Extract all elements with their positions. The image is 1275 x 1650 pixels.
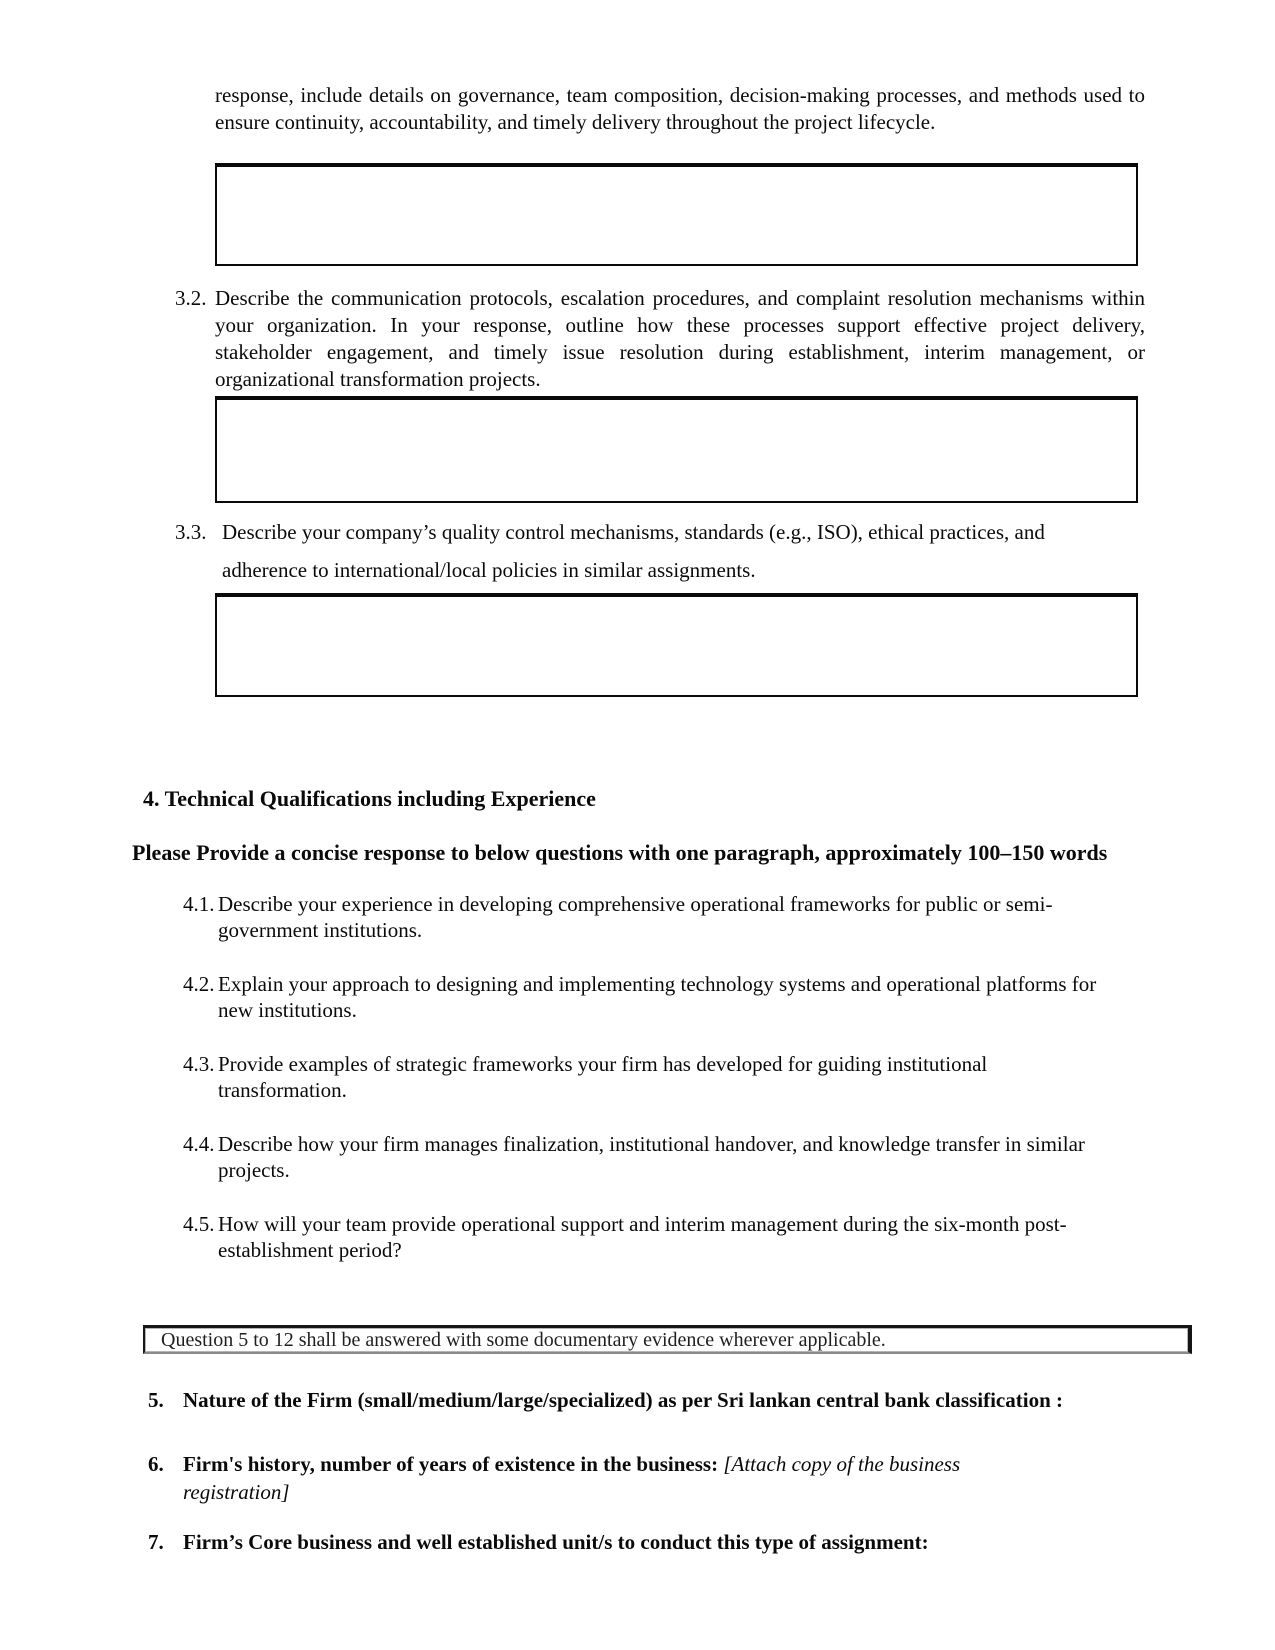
question-7-bold-text: Firm’s Core business and well established unit/s to conduct this type of assignment: — [183, 1530, 929, 1554]
section-4-instruction: Please Provide a concise response to below questions with one paragraph, approximately 100–150 words — [132, 840, 1108, 865]
answer-box-3-2[interactable] — [215, 396, 1138, 503]
question-7 — [148, 1528, 1183, 1556]
answer-box-3-1[interactable] — [215, 163, 1138, 266]
notice-box — [143, 1325, 1192, 1354]
question-6-number: 6. — [148, 1452, 164, 1476]
question-3-2-number: 3.2. — [175, 286, 207, 310]
question-4-1-number: 4.1. — [183, 892, 215, 916]
question-4-5-number: 4.5. — [183, 1212, 215, 1236]
continuation-paragraph: response, include details on governance, team composition, decision-making processes, and methods used to ensure continuity, accountability, and timely delivery throughout the project lifecycle. — [215, 83, 1145, 134]
answer-box-3-3[interactable] — [215, 593, 1138, 697]
question-6-text — [183, 1450, 1058, 1506]
question-4-4 — [183, 1131, 1118, 1183]
question-4-2-text: Explain your approach to designing and implementing technology systems and operational platforms for new institutions. — [218, 972, 1097, 1022]
question-6-note: [Attach copy of the business registration] — [183, 1452, 961, 1504]
question-4-3-text: Provide examples of strategic frameworks your firm has developed for guiding institutional transformation. — [218, 1052, 988, 1102]
question-3-2-text: Describe the communication protocols, escalation procedures, and complaint resolution mechanisms within your organization. In your response, outline how these processes support effective project delivery, stakeholder engagement, and timely issue resolution during establishment, interim management, or organizational transformation projects. — [215, 286, 1145, 391]
section-4-heading: 4. Technical Qualifications including Experience — [143, 786, 596, 811]
question-5-bold-text: Nature of the Firm (small/medium/large/specialized) as per Sri lankan central bank classification : — [183, 1388, 1063, 1412]
question-3-3 — [175, 513, 1072, 589]
section-4-question-list — [183, 891, 1118, 1291]
question-4-3 — [183, 1051, 1118, 1103]
question-6-bold-text: Firm's history, number of years of existence in the business: — [183, 1452, 719, 1476]
question-4-4-text: Describe how your firm manages finalization, institutional handover, and knowledge transfer in similar projects. — [218, 1132, 1085, 1182]
question-4-4-number: 4.4. — [183, 1132, 215, 1156]
question-5-text — [183, 1386, 1183, 1414]
question-4-3-number: 4.3. — [183, 1052, 215, 1076]
question-4-1 — [183, 891, 1118, 943]
question-4-2-number: 4.2. — [183, 972, 215, 996]
question-5-number: 5. — [148, 1388, 164, 1412]
question-5 — [148, 1386, 1183, 1414]
question-7-text — [183, 1528, 1183, 1556]
question-3-3-text: Describe your company’s quality control mechanisms, standards (e.g., ISO), ethical practices, and adherence to international/local policies in similar assignments. — [222, 520, 1045, 582]
question-3-3-number: 3.3. — [175, 520, 207, 544]
question-4-5 — [183, 1211, 1118, 1263]
question-4-2 — [183, 971, 1118, 1023]
question-7-number: 7. — [148, 1530, 164, 1554]
question-4-1-text: Describe your experience in developing comprehensive operational frameworks for public or semi-government institutions. — [218, 892, 1053, 942]
notice-text: Question 5 to 12 shall be answered with some documentary evidence wherever applicable. — [161, 1329, 886, 1351]
question-6 — [148, 1450, 1058, 1506]
question-3-2 — [175, 285, 1145, 393]
question-4-5-text: How will your team provide operational support and interim management during the six-month post-establishment period? — [218, 1212, 1067, 1262]
